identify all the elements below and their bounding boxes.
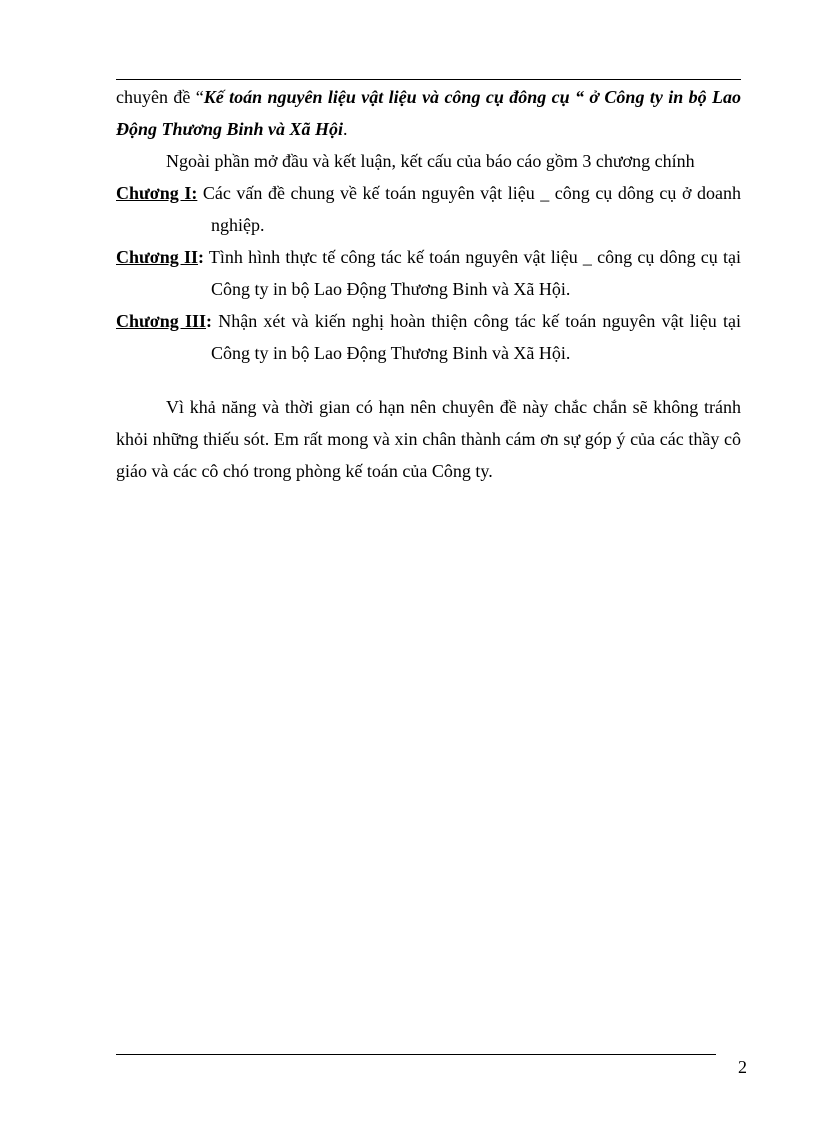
chapter-label: Chương III <box>116 311 207 331</box>
chapter-text: Các vấn đề chung về kế toán nguyên vật liệu _ công cụ dông cụ ở doanh nghiệp. <box>197 183 741 235</box>
structure-sentence: Ngoài phần mở đầu và kết luận, kết cấu của báo cáo gồm 3 chương chính <box>166 151 695 171</box>
chapter-label: Chương II <box>116 247 199 267</box>
intro-prefix: chuyên đề “ <box>116 87 204 107</box>
page-number: 2 <box>738 1057 747 1077</box>
header-rule <box>116 79 741 80</box>
chapter-item <box>116 177 741 241</box>
chapter-label: Chương I: <box>116 183 198 203</box>
document-body <box>116 81 741 487</box>
intro-suffix: . <box>343 119 348 139</box>
chapter-colon: : <box>206 311 213 331</box>
footer-rule <box>116 1054 716 1055</box>
closing-paragraph: Vì khả năng và thời gian có hạn nên chuyên đề này chắc chắn sẽ không tránh khỏi những thiếu sót. Em rất mong và xin chân thành cám ơn sự góp ý của các thầy cô giáo và các cô chó trong phòng kế toán của Công ty. <box>116 397 741 481</box>
chapter-colon: : <box>198 247 205 267</box>
paragraph-gap <box>116 369 741 391</box>
chapter-item <box>116 305 741 369</box>
chapter-text: Nhận xét và kiến nghị hoàn thiện công tác kế toán nguyên vật liệu tại Công ty in bộ Lao Động Thương Binh và Xã Hội. <box>211 311 741 363</box>
chapter-item <box>116 241 741 305</box>
report-title: Kế toán nguyên liệu vật liệu và công cụ đông cụ “ ở Công ty in bộ Lao Động Thương Binh và Xã Hội <box>116 87 741 139</box>
intro-paragraph <box>116 81 741 145</box>
chapter-text: Tình hình thực tế công tác kế toán nguyên vật liệu _ công cụ dông cụ tại Công ty in bộ Lao Động Thương Binh và Xã Hội. <box>204 247 741 299</box>
